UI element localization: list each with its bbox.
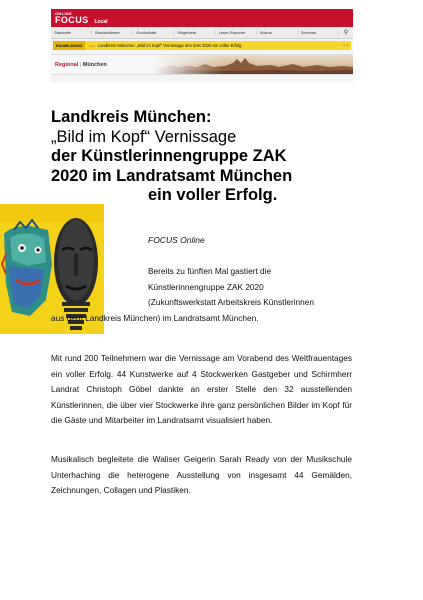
- nav-item-bundeslaender: Bundesländer: [92, 30, 133, 35]
- nav-item-leser-reporter: Leser-Reporter: [216, 30, 257, 35]
- region-bar: [51, 54, 353, 75]
- headline-line: „Bild im Kopf“ Vernissage: [51, 127, 237, 146]
- ticker-dots: • • •: [88, 43, 95, 48]
- breaking-news-ticker: [53, 41, 351, 50]
- ticker-arrows-icon: ‹ ›: [343, 42, 348, 49]
- focus-logo: ONLINE FOCUS: [55, 10, 89, 25]
- local-label: Local: [94, 19, 108, 25]
- nav-item-skigebiete: Skigebiete: [174, 30, 215, 35]
- headline-line: 2020 im Landratsamt München: [51, 166, 293, 185]
- ticker-text: Landkreis München: „Bild im Kopf“ Vernissage des ZAK 2020 ein voller Erfolg: [97, 43, 242, 48]
- article-headline: [51, 108, 391, 206]
- headline-line: ein voller Erfolg.: [148, 186, 278, 204]
- article-paragraph: Bereits zu fünften Mal gastiert die Künstlerinnengruppe ZAK 2020 (Zukunftswerkstatt Arbeitskreis Künstlerinnen aus dem Landkreis München) im Landratsamt München.: [51, 266, 315, 323]
- nav-item-videos: Videos: [257, 30, 298, 35]
- focus-local-screenshot: [51, 9, 353, 83]
- headline-line: Landkreis München:: [51, 108, 212, 126]
- site-header: [51, 9, 353, 27]
- article-paragraph: Musikalisch begleitete die Waliser Geigerin Sarah Ready von der Musikschule Unterhaching die heterogene Ausstellung von insgesamt 44 Gemälden, Zeichnungen, Collagen und Plastiken.: [51, 454, 352, 496]
- region-label: Regional: [55, 61, 79, 68]
- nav-item-services: Services: [298, 30, 339, 35]
- region-city: München: [82, 61, 107, 68]
- headline-line: der Künstlerinnengruppe ZAK: [51, 147, 287, 165]
- ticker-label: EILMELDUNG: [53, 41, 85, 50]
- article-paragraph: Mit rund 200 Teilnehmern war die Vernissage am Vorabend des Weltfrauentages ein voller Erfolg. 44 Kunstwerke auf 4 Stockwerken Gastgeber und Schirmherr Landrat Christoph Göbel dankte an erster Stelle den 32 ausstellenden Künstlerinnen, die über vier Stockwerke ihre ganz persönlichen Bilder im Kopf für die Gäste und Mitarbeiter im Landratsamt visualisiert haben.: [51, 353, 352, 426]
- nav-item-grossstaedte: Großstädte: [133, 30, 174, 35]
- article-source: FOCUS Online: [148, 235, 205, 245]
- region-separator: |: [79, 61, 82, 68]
- site-nav: [51, 27, 353, 39]
- search-icon: ⚲: [343, 30, 349, 36]
- munich-skyline-image: [153, 55, 353, 74]
- nav-item-startseite: Startseite: [51, 30, 92, 35]
